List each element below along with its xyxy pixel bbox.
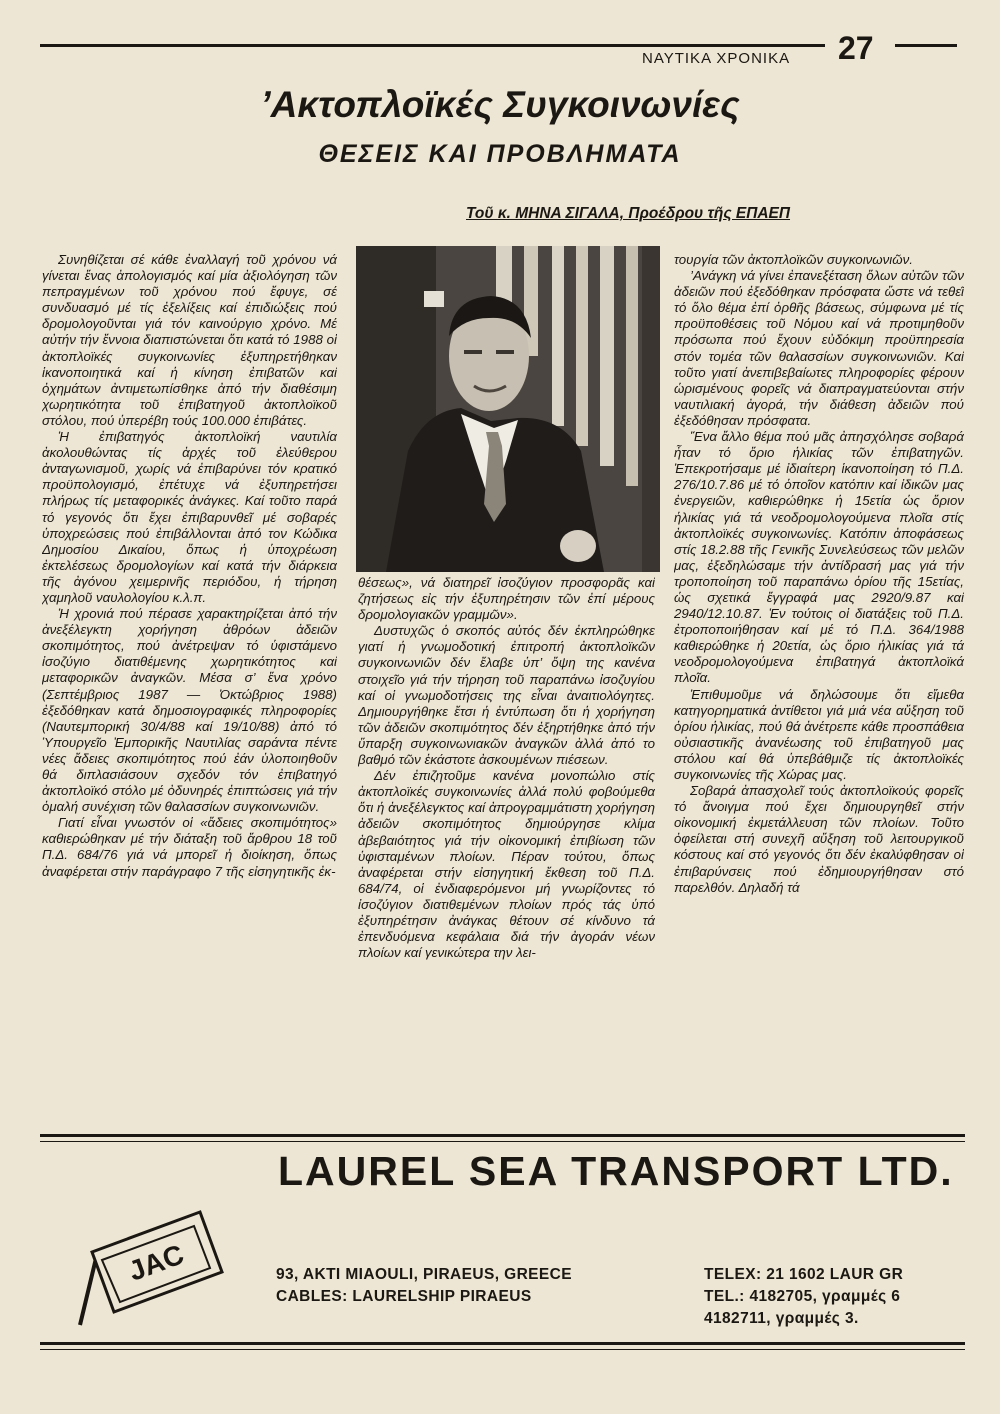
ad-company-name: LAUREL SEA TRANSPORT LTD. bbox=[278, 1148, 954, 1194]
article-subtitle: ΘΕΣΕΙΣ ΚΑΙ ΠΡΟΒΛΗΜΑΤΑ bbox=[318, 140, 682, 168]
magazine-name: ΝΑΥΤΙΚΑ ΧΡΟΝΙΚΑ bbox=[642, 50, 791, 67]
ad-tel-1: TEL.: 4182705, γραμμές 6 bbox=[704, 1288, 901, 1305]
ad-cables: CABLES: LAURELSHIP PIRAEUS bbox=[276, 1288, 532, 1305]
article-title: ’Ακτοπλοϊκές Συγκοινωνίες bbox=[260, 84, 740, 125]
paragraph: Δυστυχῶς ὁ σκοπός αὐτός δέν ἐκπληρώθηκε γιατί ἡ γνωμοδοτική ἐπιτροπή ἀκτοπλοϊκῶν συγκοινωνιῶν δέν ἔλαβε ὑπ’ ὄψη της κανένα στοιχεῖο γιά τήν τήρηση τοῦ παραπάνω ἰσοζυγίου καί οἱ γνωμοδοτήσεις της εἶναι ἀναιτιολόγητες. Δημιουργήθηκε ἔτσι ἡ ἐντύπωση ὅτι ἡ χορήγηση τῶν ἀδειῶν σκοπιμότητος δέν ἐξηρτήθηκε ἀπό τήν ὕπαρξη συγκοινωνιακῶν ἀναγκῶν ἀλλά ἀπό το βαθμό τῶν ἑκάστοτε ἀσκουμένων πιέσεων. bbox=[358, 623, 655, 768]
paragraph: Ἡ ἐπιβατηγός ἀκτοπλοϊκή ναυτιλία ἀκολουθώντας τίς ἀρχές τοῦ ἐλεύθερου ἀνταγωνισμοῦ, χωρίς νά ἐπιβαρύνει τόν κρατικό προϋπολογισμό, ἐπέτυχε νά ἐξυπηρετήσει πλήρως τίς μεταφορικές ἀνάγκες. Καί τοῦτο παρά τό γεγονός ὅτι ἔχει ἐπιβαρυνθεῖ μέ σοβαρές ὑποχρεώσεις πού ἐπιβάλλονται ἀπό τον Κώδικα Δημοσίου Δικαίου, ὅπως ἡ ὑποχρέωση ἐκτελέσεως δρομολογίων καί κατά τήν διάρκεια τῆς ἀγόνου χειμερινῆς περιόδου, ἡ τήρηση χαμηλοῦ ναυλολογίου κ.λ.π. bbox=[42, 429, 337, 605]
author-photo bbox=[356, 246, 660, 572]
article-byline: Τοῦ κ. ΜΗΝΑ ΣΙΓΑΛΑ, Προέδρου τῆς ΕΠΑΕΠ bbox=[466, 205, 791, 222]
paragraph: Ἕνα ἄλλο θέμα πού μᾶς ἀπησχόλησε σοβαρά ἦταν τό ὅριο ἡλικίας τῶν ἐπιβατηγῶν. Ἐπεκροτήσαμε μέ ἰδιαίτερη ἱκανοποίηση τό Π.Δ. 276/10.7.86 μέ τό ὁποῖον κατόπιν καί ἰδικῶν μας ἐνεργειῶν, καθιερώθηκε ἡ 15ετία ὡς ὅριον ἡλικίας γιά τά νεοδρομολογούμενα πλοῖα στίς ἀκτοπλοϊκές συγκοινωνίες. Κατόπιν ἀποφάσεως στίς 18.2.88 τῆς Γενικῆς Συνελεύσεως τῶν μελῶν μας, ἐξεδηλώσαμε τήν ἀντίδρασή μας γιά τήν τροποποίηση τοῦ παραπάνω ὁρίου τῆς 15ετίας, ὡς σχετικά ἔγγραφά μας 2920/9.87 καί 2940/12.10.87. Ἐν τούτοις οἱ διατάξεις τοῦ Π.Δ. ἐτροποποιήθησαν καί μέ τό Π.Δ. 364/1988 καθιερώθηκε ἡ 20ετία, ὡς ὅριο ἡλικίας γιά τά νεοδρομολογούμενα ἐπιβατηγά ἀκτοπλοϊκά πλοῖα. bbox=[674, 429, 964, 686]
article-column-3 bbox=[674, 252, 964, 1152]
ad-bottom-rule bbox=[40, 1342, 965, 1345]
author-portrait-image bbox=[356, 246, 660, 572]
ad-top-rule bbox=[40, 1134, 965, 1137]
header-rule-right bbox=[895, 44, 957, 47]
logo-text: JAC bbox=[124, 1238, 188, 1287]
paragraph: ’Ανάγκη νά γίνει ἐπανεξέταση ὅλων αὐτῶν τῶν ἀδειῶν πού ἐξεδόθηκαν πρόσφατα ὥστε νά τεθεῖ τό ὅλο θέμα ἐπί ὀρθῆς βάσεως, σύμφωνα μέ τίς προϋποθέσεις τοῦ Νόμου καί νά προτιμηθοῦν πρόσωπα πού ἔχουν εὐδόκιμη προϋπηρεσία στόν τομέα τῶν θαλασσίων συγκοινωνιῶν. Καί τοῦτο γιατί ἀνεπιβεβαίωτες πληροφορίες φέρουν ὡρισμένους φορεῖς νά διαπραγματεύονται στήν ναυτιλιακή ἀγορά, τήν διάθεση ἀδειῶν πού ἐξεδόθησαν πρόσφατα. bbox=[674, 268, 964, 428]
paragraph: Ἡ χρονιά πού πέρασε χαρακτηρίζεται ἀπό τήν ἀνεξέλεγκτη χορήγηση ἀθρόων ἀδειῶν σκοπιμότητος, πού ἀνέτρεψαν τό ὑφιστάμενο ἰσοζύγιο διατιθέμενης χωρητικότητος καί μεταφορικῶν ἀναγκῶν. Μέσα σ’ ἕνα χρόνο (Σεπτέμβριος 1987 — Ὀκτώβριος 1988) ἐξεδόθηκαν κατά δημοσιογραφικές πληροφορίες (Ναυτεμπορική 30/4/88 καί 19/10/88) ἀπό τό Ὑπουργεῖο Ἐμπορικῆς Ναυτιλίας σαράντα πέντε νέες ἄδειες σκοπιμότητος πού ἐάν ὑλοποιηθοῦν θά διπλασιάσουν σχεδόν τόν ἐπιβατηγό ἀκτοπλοϊκό στόλο μέ ὀδυνηρές ἐπιπτώσεις γιά τήν ὁμαλή συνέχιση τῶν θαλασσίων συγκοινωνιῶν. bbox=[42, 606, 337, 815]
ad-tel-2: 4182711, γραμμές 3. bbox=[704, 1310, 859, 1327]
ad-bottom-rule-thin bbox=[40, 1349, 965, 1350]
article-column-1 bbox=[42, 252, 337, 1152]
paragraph: τουργία τῶν ἀκτοπλοϊκῶν συγκοινωνιῶν. bbox=[674, 252, 913, 267]
paragraph: Δέν ἐπιζητοῦμε κανένα μονοπώλιο στίς ἀκτοπλοϊκές συγκοινωνίες ἀλλά πολύ φοβούμεθα ὅτι ἡ ἀνεξέλεγκτος καί ἀπρογραμμάτιστη χορήγηση ἀδειῶν σκοπιμότητος δημιούργησε κλίμα ἀβεβαιότητος γιά τήν οἰκονομική ἐπιβίωση τῶν ὑφισταμένων πλοίων. Πέραν τούτου, ὅπως ἀναφέρεται στήν εἰσηγητική ἔκθεση τοῦ Π.Δ. 684/74, οἱ ἐνδιαφερόμενοι μή γνωρίζοντες τό ἰσοζύγιον διατιθεμένων πλοίων πρός τάς ὑπό ἐξυπηρέτησιν ἀνάγκας θέτουν σέ κίνδυνο τά ἐπενδυόμενα κεφάλαια διά τήν ἀγοράν νέων πλοίων καί γενικώτερα την λει- bbox=[358, 768, 655, 961]
ad-address: 93, AKTI MIAOULI, PIRAEUS, GREECE bbox=[276, 1266, 572, 1283]
ad-top-rule-thin bbox=[40, 1141, 965, 1142]
ad-telex: TELEX: 21 1602 LAUR GR bbox=[704, 1266, 904, 1283]
paragraph: Συνηθίζεται σέ κάθε ἐναλλαγή τοῦ χρόνου νά γίνεται ἕνας ἀπολογισμός καί μία ἀξιολόγηση τῶν πεπραγμένων τοῦ χρόνου πού ἔφυγε, σέ συνδυασμό μέ τίς ἐξελίξεις καί ἐπιδιώξεις πού δρομολογοῦνται γιά τόν καινούργιο χρόνο. Μέ αὐτήν τήν ἔννοια διαπιστώνεται ὅτι κατά τό 1988 οἱ ἀκτοπλοϊκές συγκοινωνίες ἐξυπηρετήθηκαν ἱκανοποιητικά καί ἡ κίνηση ἐπιβατῶν καί ὀχημάτων ἀντιμετωπίσθηκε ἀπό τήν διαθέσιμη χωρητικότητα τοῦ ἐπιβατηγοῦ ἀκτοπλοϊκοῦ στόλου, πού ὑπερέβη τούς 100.000 ἐπιβάτες. bbox=[42, 252, 337, 428]
paragraph: Σοβαρά ἀπασχολεῖ τούς ἀκτοπλοϊκούς φορεῖς τό ἄνοιγμα πού ἔχει δημιουργηθεῖ στήν οἰκονομική ἐκμετάλλευση τῶν πλοίων. Τοῦτο ὀφείλεται στή συνεχῆ αὔξηση τοῦ λειτουργικοῦ κόστους καί στό γεγονός ὅτι δέν ἐκαλύφθησαν οἱ ἐπιβαρύνσεις πού ἐδημιουργήθησαν στό παρελθόν. Δηλαδή τά bbox=[674, 783, 964, 895]
page-number: 27 bbox=[838, 30, 874, 66]
paragraph: θέσεως», νά διατηρεῖ ἰσοζύγιον προσφορᾶς καί ζητήσεως εἰς τήν ἐξυπηρέτησιν τῶν ἐπί μέρους δρομολογιακῶν γραμμῶν». bbox=[358, 575, 655, 623]
jac-flag-logo bbox=[62, 1200, 242, 1330]
paragraph: Ἐπιθυμοῦμε νά δηλώσουμε ὅτι εἴμεθα κατηγορηματικά ἀντίθετοι γιά μιά νέα αὔξηση τοῦ ὁρίου ἡλικίας, πού θά ἀνέτρεπε κάθε προσπάθεια οὐσιαστικῆς ἀνανέωσης τοῦ ἐπιβατηγοῦ μας στόλου καί θά ὑπεβάθμιζε τίς ἀκτοπλοϊκές συγκοινωνίες τῆς Χώρας μας. bbox=[674, 686, 964, 782]
article-column-2 bbox=[358, 575, 655, 1152]
paragraph: Γιατί εἶναι γνωστόν οἱ «ἄδειες σκοπιμότητος» καθιερώθηκαν μέ τήν διάταξη τοῦ ἄρθρου 18 τοῦ Π.Δ. 684/76 γιά νά μπορεῖ ἡ διοίκηση, ὅπως ἀναφέρεται στήν παράγραφο 7 τῆς εἰσηγητικῆς ἐκ- bbox=[42, 815, 337, 879]
header-rule-left bbox=[40, 44, 825, 47]
